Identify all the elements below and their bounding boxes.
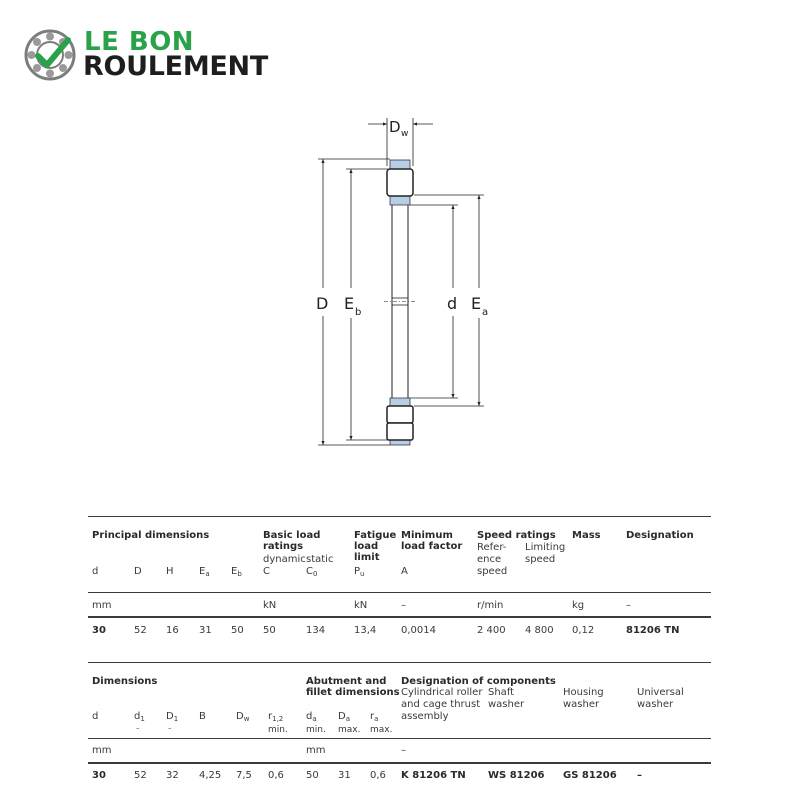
roller-top [387, 169, 413, 196]
symbol-dw-base: D [236, 711, 244, 722]
value-roller-assembly[interactable]: K 81206 TN [401, 770, 466, 781]
symbol-da-min: min. [306, 725, 326, 735]
dim-label-dw: D [389, 118, 401, 136]
symbol-outer-d1-base: D [166, 711, 174, 722]
value-da: 50 [306, 770, 319, 781]
value-lim-speed: 4 800 [525, 625, 554, 636]
value-a: 0,0014 [401, 625, 436, 636]
symbol-dw [236, 711, 249, 725]
unit-mm-1: mm [92, 745, 112, 756]
unit-mm: mm [92, 600, 112, 611]
table1-value-rule [88, 616, 711, 618]
table2-mid-rule [88, 738, 711, 739]
unit-rmin: r/min [477, 600, 504, 611]
value-c0: 134 [306, 625, 326, 636]
subhead-housing-2: washer [563, 699, 600, 710]
value-designation[interactable]: 81206 TN [626, 625, 680, 636]
principal-dimensions-table [88, 516, 711, 621]
header-fatigue-3: limit [354, 552, 380, 563]
subhead-limiting-1: Limiting [525, 542, 566, 553]
subhead-reference-1: Refer- [477, 542, 507, 553]
value-d1: 52 [134, 770, 147, 781]
roller-bottom-a [387, 406, 413, 423]
subhead-universal-2: washer [637, 699, 674, 710]
dim-label-eb-sub: b [355, 307, 362, 318]
header-fatigue-1: Fatigue [354, 530, 397, 541]
value-universal-washer: – [637, 770, 642, 781]
symbol-ea-sub: a [205, 570, 210, 578]
header-fatigue-2: load [354, 541, 379, 552]
subhead-static: static [306, 554, 334, 565]
symbol-outer-da-max: max. [338, 725, 361, 735]
header-mass: Mass [572, 530, 601, 541]
symbol-r12 [268, 711, 288, 735]
symbol-ra-base: r [370, 711, 375, 722]
dim-label-outer-d: D [316, 294, 329, 313]
symbol-c0-sub: 0 [312, 570, 318, 578]
subhead-shaft-2: washer [488, 699, 525, 710]
symbol-eb-sub: b [237, 570, 242, 578]
table2-top-rule [88, 662, 711, 663]
dim-label-inner-d: d [447, 294, 458, 313]
bearing-drawing-svg [300, 108, 500, 453]
value-r12: 0,6 [268, 770, 284, 781]
subhead-roller-2: and cage thrust [401, 699, 481, 710]
symbol-outer-da-base: D [338, 711, 346, 722]
symbol-ea-base: E [199, 566, 206, 577]
value-c: 50 [263, 625, 276, 636]
value-pu: 13,4 [354, 625, 377, 636]
header-designation: Designation [626, 530, 694, 541]
symbol-a: A [401, 566, 408, 577]
table1-top-rule [88, 516, 711, 517]
symbol-outer-d: D [134, 566, 142, 577]
symbol-eb-base: E [231, 566, 238, 577]
header-min-load-2: load factor [401, 541, 463, 552]
symbol-d: d [92, 711, 99, 722]
header-speed-ratings: Speed ratings [477, 530, 556, 541]
subhead-limiting-2: speed [525, 554, 556, 565]
symbol-outer-d1-mark: – [168, 724, 172, 732]
value-outer-da: 31 [338, 770, 351, 781]
dim-label-eb: E [344, 294, 355, 313]
symbol-ea [199, 566, 210, 580]
subhead-reference-3: speed [477, 566, 508, 577]
symbol-d1-base: d [134, 711, 141, 722]
symbol-d1-mark: – [136, 724, 140, 732]
washer-bottom-upper [390, 398, 410, 406]
header-abutment-1: Abutment and [306, 676, 387, 687]
symbol-r12-min: min. [268, 725, 288, 735]
value-ea: 31 [199, 625, 212, 636]
table-row [88, 623, 711, 643]
unit-mm-2: mm [306, 745, 326, 756]
subhead-dynamic: dynamic [263, 554, 306, 565]
symbol-ra-sub: a [374, 715, 379, 723]
table-row [88, 768, 711, 788]
symbol-c0-base: C [306, 566, 313, 577]
symbol-c0 [306, 566, 317, 580]
symbol-pu [354, 566, 364, 580]
header-dimensions: Dimensions [92, 676, 158, 687]
table1-mid-rule [88, 592, 711, 593]
value-outer-d1: 32 [166, 770, 179, 781]
header-min-load-1: Minimum [401, 530, 453, 541]
dim-label-ea: E [471, 294, 482, 313]
symbol-d1 [134, 711, 145, 732]
symbol-ra-max: max. [370, 725, 393, 735]
value-dw: 7,5 [236, 770, 252, 781]
symbol-h: H [166, 566, 174, 577]
symbol-pu-sub: u [360, 570, 365, 578]
unit-dash-1: – [401, 600, 406, 611]
component-dimensions-table [88, 662, 711, 767]
symbol-d1-sub: 1 [140, 715, 145, 723]
symbol-outer-da-sub: a [345, 715, 350, 723]
header-principal-dimensions: Principal dimensions [92, 530, 210, 541]
value-shaft-washer[interactable]: WS 81206 [488, 770, 545, 781]
header-components: Designation of components [401, 676, 556, 687]
header-abutment-2: fillet dimensions [306, 687, 400, 698]
brand-logo[interactable] [24, 28, 304, 84]
value-d: 30 [92, 625, 106, 636]
subhead-housing-1: Housing [563, 687, 604, 698]
unit-kn-1: kN [263, 600, 277, 611]
value-outer-d: 52 [134, 625, 147, 636]
subhead-roller-3: assembly [401, 711, 449, 722]
symbol-da-base: d [306, 711, 313, 722]
symbol-c: C [263, 566, 270, 577]
unit-kn-2: kN [354, 600, 368, 611]
unit-dash: – [401, 745, 406, 756]
value-h: 16 [166, 625, 179, 636]
value-d: 30 [92, 770, 106, 781]
logo-text-bottom: ROULEMENT [83, 51, 268, 82]
symbol-outer-d1-sub: 1 [173, 715, 179, 723]
header-basic-load-1: Basic load [263, 530, 321, 541]
table2-value-rule [88, 762, 711, 764]
bearing-check-icon [24, 28, 78, 82]
value-mass: 0,12 [572, 625, 595, 636]
symbol-pu-base: P [354, 566, 361, 577]
value-housing-washer[interactable]: GS 81206 [563, 770, 617, 781]
subhead-shaft-1: Shaft [488, 687, 515, 698]
unit-kg: kg [572, 600, 585, 611]
subhead-universal-1: Universal [637, 687, 684, 698]
symbol-b: B [199, 711, 206, 722]
symbol-d: d [92, 566, 99, 577]
symbol-ra [370, 711, 392, 735]
dim-label-dw-sub: w [401, 129, 409, 139]
bearing-cross-section-drawing [300, 108, 500, 457]
value-eb: 50 [231, 625, 244, 636]
value-ref-speed: 2 400 [477, 625, 506, 636]
symbol-r12-base: r [268, 711, 273, 722]
symbol-r12-sub: 1,2 [272, 715, 284, 723]
header-basic-load-2: ratings [263, 541, 304, 552]
symbol-da [306, 711, 326, 735]
subhead-reference-2: ence [477, 554, 502, 565]
symbol-eb [231, 566, 242, 580]
symbol-outer-d1 [166, 711, 178, 732]
symbol-outer-da [338, 711, 360, 735]
unit-dash-2: – [626, 600, 631, 611]
roller-bottom-b [387, 423, 413, 440]
logo-text-top: LE BON [84, 27, 195, 57]
value-b: 4,25 [199, 770, 222, 781]
subhead-roller-1: Cylindrical roller [401, 687, 483, 698]
symbol-da-sub: a [312, 715, 317, 723]
dim-label-ea-sub: a [482, 307, 489, 318]
value-ra: 0,6 [370, 770, 386, 781]
symbol-dw-sub: w [243, 715, 250, 723]
